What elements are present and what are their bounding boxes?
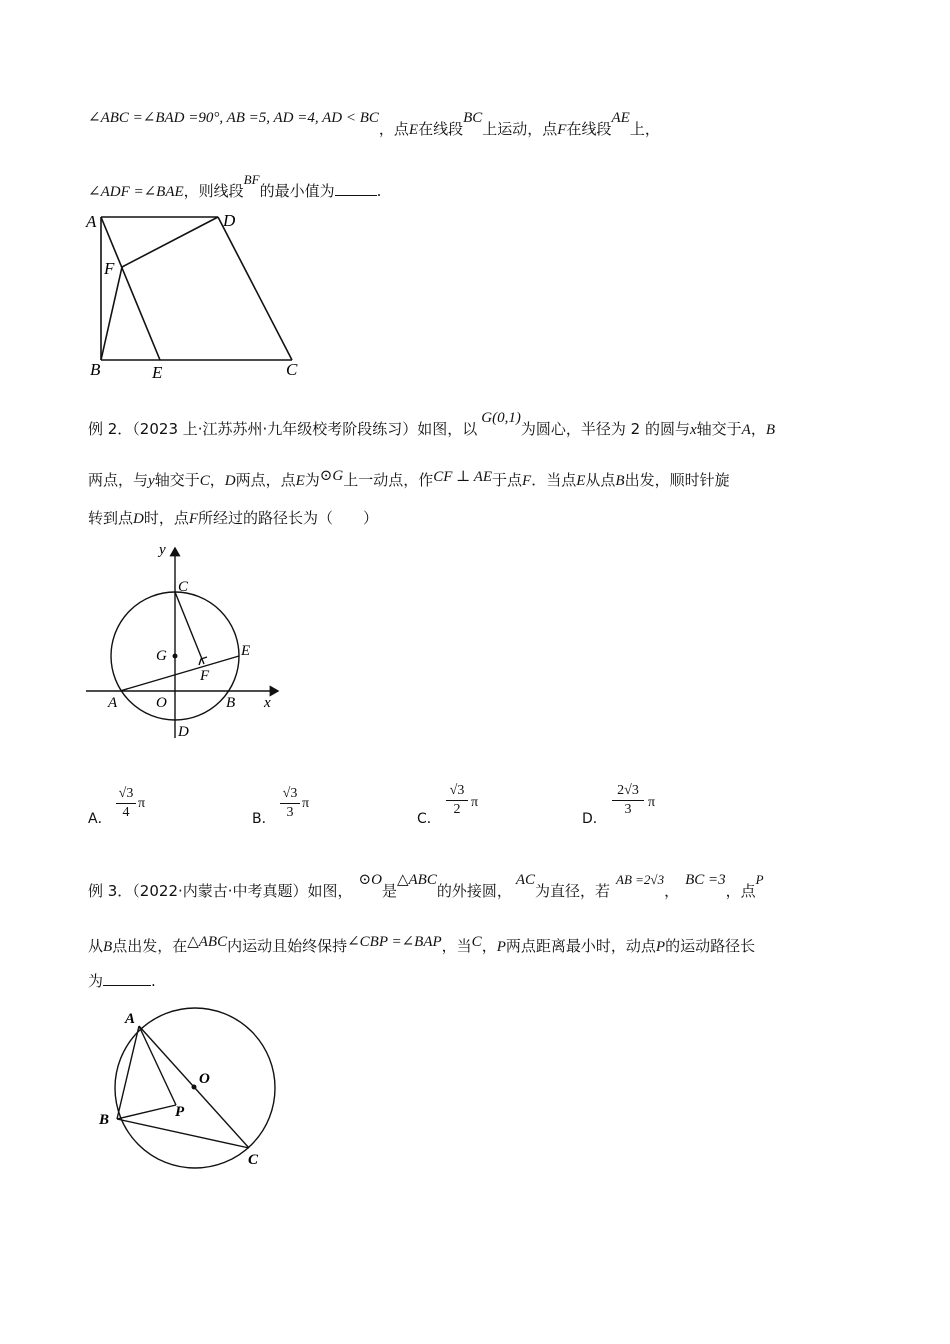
label-d: D bbox=[223, 211, 236, 230]
example3-line1: 例 3．（2022·内蒙古·中考真题）如图，⊙O是△ABC的外接圆，AC为直径，若AB =2√3，BC =3，点P bbox=[88, 872, 764, 900]
label-e: E bbox=[152, 363, 163, 382]
label-d: D bbox=[178, 724, 189, 740]
label-o: O bbox=[199, 1071, 210, 1087]
label-c: C bbox=[248, 1152, 259, 1168]
label-b: B bbox=[226, 695, 236, 711]
example1-line2: ∠ADF =∠BAE，则线段BF的最小值为 . bbox=[88, 172, 382, 200]
circle-center: G(0,1) bbox=[481, 410, 521, 426]
label-a: A bbox=[86, 212, 97, 231]
label-a: A bbox=[125, 1011, 136, 1027]
example1-trapezoid-figure bbox=[80, 205, 310, 385]
example3-line2: 从B点出发，在△ABC内运动且始终保持∠CBP =∠BAP，当C，P两点距离最小时，动点P的运动路径长 bbox=[88, 934, 756, 955]
label-a: A bbox=[108, 695, 118, 711]
example1-angle-condition: ∠ADF =∠BAE bbox=[88, 184, 184, 200]
answer-blank bbox=[103, 971, 151, 986]
label-c: C bbox=[286, 360, 298, 379]
example3-line3: 为 . bbox=[88, 972, 156, 990]
label-f: F bbox=[104, 259, 115, 278]
label-g: G bbox=[156, 648, 167, 664]
label-f: F bbox=[200, 668, 210, 684]
label-y: y bbox=[159, 542, 166, 558]
example1-line1: ∠ABC =∠BAD =90°, AB =5, AD =4, AD < BC，点E在线段BC上运动，点F在线段AE上， bbox=[88, 110, 660, 138]
label-c: C bbox=[178, 579, 189, 595]
label-p: P bbox=[175, 1104, 185, 1120]
label-x: x bbox=[264, 695, 271, 711]
example2-line1: 例 2．（2023 上·江苏苏州·九年级校考阶段练习）如图，以G(0,1)为圆心，半径为 2 的圆与x轴交于A，B bbox=[88, 410, 776, 438]
worksheet-page: ∠ABC =∠BAD =90°, AB =5, AD =4, AD < BC，点E在线段BC上运动，点F在线段AE上， ∠ADF =∠BAE，则线段BF的最小值为 . A D F B E C 例 2．（2023 上·江苏苏州·九年级校考阶段练习）如图，以G(0,1)为圆心，半径为 2 的圆与x轴交于A，B 两点，与y轴交于C，D两点，点E为⊙G上一动点，作CF ⊥ AE于点F．当点E从点B出发，顺时针旋 转到点D时，点F所经过的路径长为（ ） y C G E F A O B x D A． √3 4 π B． √3 3 π C． √3 2 π D． 2√3 3 π 例 3．（2022·内蒙古·中考真题）如图，⊙O是△ABC的外接圆，AC为直径，若AB =2√3，BC =3，点P 从B点出发，在△ABC内运动且始终保持∠CBP =∠BAP，当C，P两点距离最小时，动点P的运动路径长 为 . A O B P C bbox=[0, 0, 950, 1344]
label-o: O bbox=[156, 695, 167, 711]
label-b: B bbox=[90, 360, 101, 379]
label-e: E bbox=[241, 643, 251, 659]
example2-line2: 两点，与y轴交于C，D两点，点E为⊙G上一动点，作CF ⊥ AE于点F．当点E从点B出发，顺时针旋 bbox=[88, 468, 730, 489]
example2-line3: 转到点D时，点F所经过的路径长为（ ） bbox=[88, 509, 379, 527]
answer-blank bbox=[335, 181, 377, 196]
example2-circle-figure bbox=[82, 538, 287, 748]
label-b: B bbox=[99, 1112, 110, 1128]
example1-condition: ∠ABC =∠BAD =90°, AB =5, AD =4, AD < BC bbox=[88, 110, 379, 126]
example3-circumcircle-figure bbox=[95, 1003, 295, 1173]
